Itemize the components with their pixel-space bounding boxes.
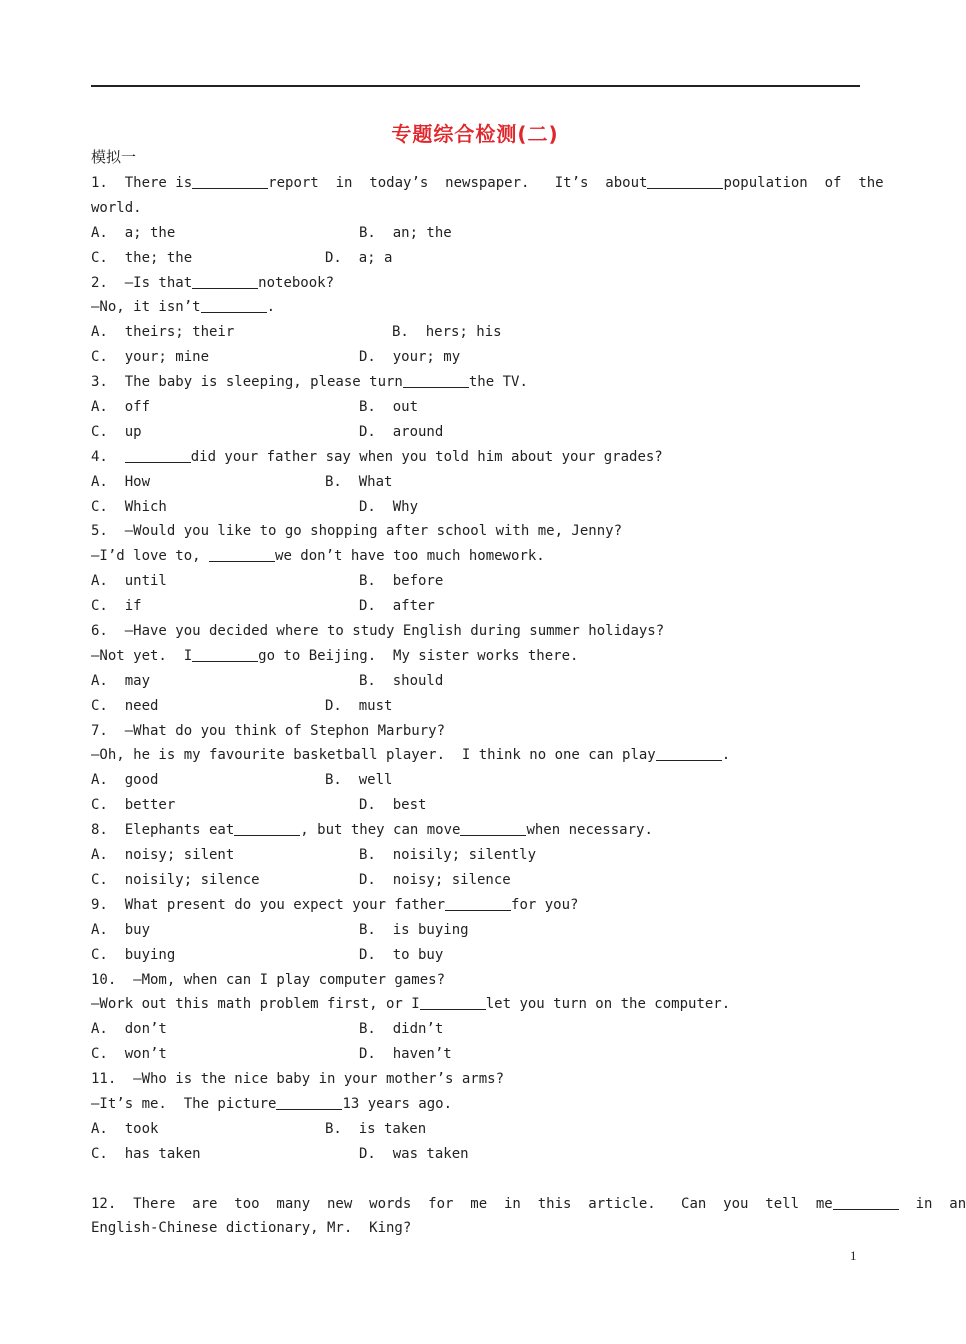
option-row: C. better D. best — [91, 797, 427, 814]
option-row: C. up D. around — [91, 423, 444, 440]
answer-blank — [403, 372, 469, 388]
answer-blank — [420, 994, 486, 1010]
question-6: 6. —Have you decided where to study English during summer holidays? — [91, 623, 665, 640]
answer-blank — [647, 173, 723, 189]
option-row: A. good B. well — [91, 772, 393, 789]
option-row: A. buy B. is buying — [91, 921, 469, 938]
option-row: C. buying D. to buy — [91, 946, 444, 963]
answer-blank — [192, 173, 268, 189]
question-5: 5. —Would you like to go shopping after school with me, Jenny? — [91, 523, 623, 540]
question-10-cont: —Work out this math problem first, or I let you turn on the computer. — [91, 996, 731, 1013]
option-row: C. has taken D. was taken — [91, 1145, 469, 1162]
option-row: A. a; the B. an; the — [91, 224, 452, 241]
question-9: 9. What present do you expect your father for you? — [91, 896, 579, 913]
question-11: 11. —Who is the nice baby in your mother’s arms? — [91, 1071, 505, 1088]
option-row: A. noisy; silent B. noisily; silently — [91, 847, 537, 864]
option-row: A. took B. is taken — [91, 1120, 427, 1137]
option-row: C. noisily; silence D. noisy; silence — [91, 871, 511, 888]
option-row: C. the; the D. a; a — [91, 249, 393, 266]
option-row: C. if D. after — [91, 598, 435, 615]
option-row: C. Which D. Why — [91, 498, 419, 515]
option-row: A. How B. What — [91, 473, 393, 490]
option-row: A. theirs; their B. hers; his — [91, 324, 502, 341]
option-row: A. don’t B. didn’t — [91, 1021, 444, 1038]
question-7: 7. —What do you think of Stephon Marbury? — [91, 722, 446, 739]
header-rule — [91, 85, 860, 87]
question-4: 4. did your father say when you told him about your grades? — [91, 448, 663, 465]
option-row: A. may B. should — [91, 672, 444, 689]
question-list — [91, 171, 966, 1241]
answer-blank — [209, 546, 275, 562]
answer-blank — [460, 820, 526, 836]
question-7-cont: —Oh, he is my favourite basketball player. I think no one can play . — [91, 747, 731, 764]
question-12-cont: English-Chinese dictionary, Mr. King? — [91, 1220, 412, 1237]
section-label: 模拟一 — [91, 148, 137, 166]
question-5-cont: —I’d love to, we don’t have too much homework. — [91, 548, 545, 565]
question-2: 2. —Is that notebook? — [91, 274, 335, 291]
answer-blank — [445, 895, 511, 911]
question-8: 8. Elephants eat , but they can move when necessary. — [91, 822, 653, 839]
question-11-cont: —It’s me. The picture 13 years ago. — [91, 1095, 453, 1112]
question-6-cont: —Not yet. I go to Beijing. My sister works there. — [91, 647, 579, 664]
answer-blank — [833, 1194, 899, 1210]
option-row: A. off B. out — [91, 399, 419, 416]
question-1: 1. There is report in today’s newspaper. It’s about population of the — [91, 175, 884, 191]
question-2-cont: —No, it isn’t . — [91, 299, 276, 316]
option-row: C. your; mine D. your; my — [91, 349, 461, 366]
question-10: 10. —Mom, when can I play computer games? — [91, 971, 446, 988]
page-number: 1 — [850, 1248, 857, 1263]
spacer — [91, 1167, 860, 1192]
answer-blank — [192, 646, 258, 662]
option-row: A. until B. before — [91, 573, 444, 590]
option-row: C. need D. must — [91, 697, 393, 714]
question-3: 3. The baby is sleeping, please turn the TV. — [91, 374, 528, 391]
answer-blank — [276, 1094, 342, 1110]
answer-blank — [125, 447, 191, 463]
answer-blank — [656, 745, 722, 761]
option-row: C. won’t D. haven’t — [91, 1046, 452, 1063]
answer-blank — [234, 820, 300, 836]
question-12: 12. There are too many new words for me in this article. Can you tell me in an — [91, 1195, 966, 1212]
question-1-cont: world. — [91, 199, 142, 216]
answer-blank — [201, 297, 267, 313]
answer-blank — [192, 273, 258, 289]
page-title: 专题综合检测(二) — [391, 122, 559, 146]
